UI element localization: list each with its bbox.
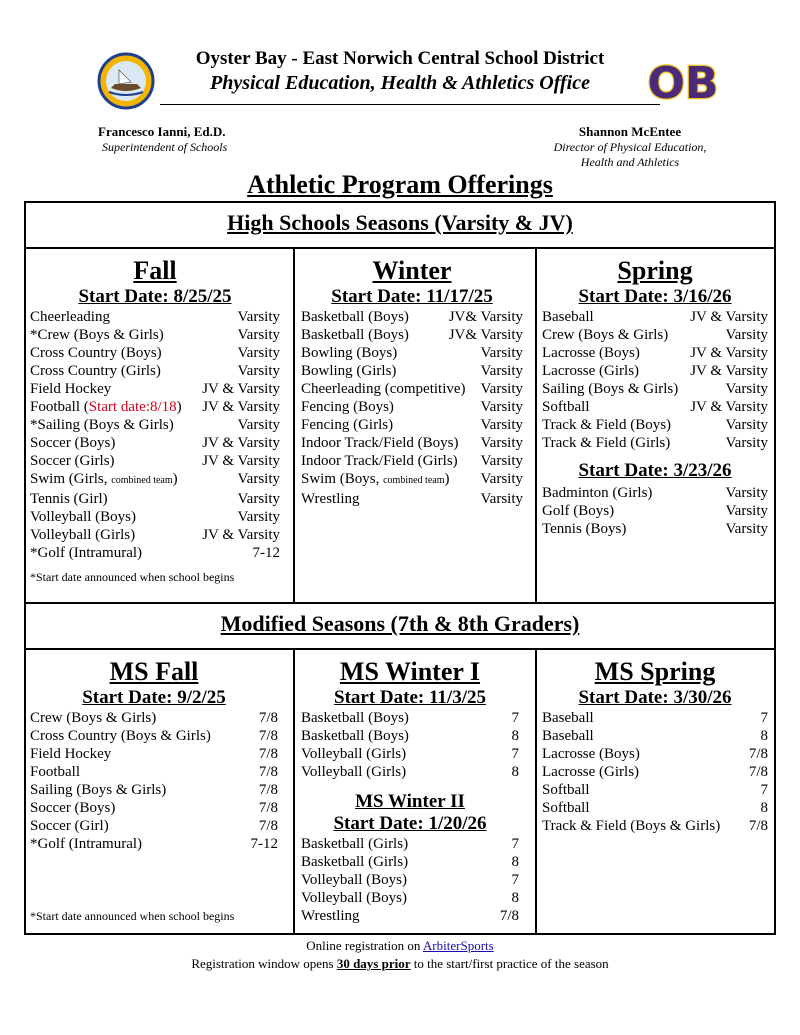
sport-level: Varsity (237, 327, 280, 343)
sport-row (301, 853, 519, 871)
sport-name: Basketball (Boys) (301, 728, 409, 744)
swim-team-note: combined team (383, 475, 445, 486)
sport-level: JV & Varsity (202, 527, 280, 543)
sport-level: Varsity (237, 509, 280, 525)
start-date: Start Date: 3/30/26 (578, 687, 732, 708)
sport-name: Soccer (Girls) (30, 453, 115, 469)
sport-row (301, 326, 523, 344)
sport-row (542, 727, 768, 745)
sport-name: Baseball (542, 710, 594, 726)
superintendent-block (98, 124, 227, 155)
sport-name: Basketball (Girls) (301, 854, 409, 870)
sport-name-wrap (301, 470, 449, 490)
sport-name: Cheerleading (competitive) (301, 381, 466, 397)
sport-name: Tennis (Boys) (542, 521, 627, 537)
sport-row (542, 709, 768, 727)
sport-list (301, 308, 523, 508)
sport-row (30, 380, 280, 398)
season-title: MS Spring (594, 657, 716, 686)
sport-name: Lacrosse (Boys) (542, 345, 640, 361)
district-name: Oyster Bay - East Norwich Central School District (195, 48, 605, 69)
sport-level: Varsity (725, 521, 768, 537)
sport-row (301, 398, 523, 416)
sport-row (30, 526, 280, 544)
sport-name: Volleyball (Girls) (30, 527, 136, 543)
sport-list (542, 308, 768, 452)
sport-level: JV & Varsity (202, 381, 280, 397)
sport-level: JV & Varsity (690, 399, 768, 415)
superintendent-name: Francesco Ianni, Ed.D. (98, 124, 226, 139)
sport-level: Varsity (237, 417, 280, 433)
sport-row (30, 763, 278, 781)
sport-name: Lacrosse (Girls) (542, 363, 640, 379)
sport-name: *Sailing (Boys & Girls) (30, 417, 174, 433)
modified-heading: Modified Seasons (7th & 8th Graders) (220, 611, 580, 636)
sport-level: Varsity (725, 485, 768, 501)
sport-row (301, 727, 519, 745)
sport-level: Varsity (237, 345, 280, 361)
sport-row (301, 745, 519, 763)
sport-row (542, 308, 768, 326)
sport-name: Lacrosse (Boys) (542, 746, 640, 762)
sport-row (301, 434, 523, 452)
sport-row (30, 544, 280, 562)
divider-hs-top (24, 247, 776, 249)
sport-level: 7/8 (258, 710, 278, 726)
sport-level: JV & Varsity (202, 435, 280, 451)
sport-row (30, 799, 278, 817)
start-date: Start Date: 11/3/25 (334, 687, 486, 708)
sport-level: 7 (511, 872, 519, 888)
ob-logo-text: OB (647, 58, 719, 109)
column-divider (293, 248, 295, 602)
sport-name: Track & Field (Boys & Girls) (542, 818, 721, 834)
sport-row (30, 416, 280, 434)
high-school-heading: High Schools Seasons (Varsity & JV) (227, 210, 573, 235)
sport-name: Soccer (Boys) (30, 800, 116, 816)
sport-name: Cheerleading (30, 309, 110, 325)
start-date: Start Date: 8/25/25 (78, 286, 232, 307)
sport-row (542, 434, 768, 452)
sport-level: 7/8 (258, 800, 278, 816)
sport-level: 7 (511, 746, 519, 762)
sport-level: JV & Varsity (690, 309, 768, 325)
sport-level: Varsity (480, 417, 523, 433)
sport-row (542, 416, 768, 434)
sport-name: Baseball (542, 309, 594, 325)
football-start-note: Start date:8/18 (88, 399, 177, 415)
column-divider (535, 248, 537, 602)
sport-list-second (542, 484, 768, 538)
season-title: MS Winter I (339, 657, 481, 686)
sport-level: Varsity (725, 503, 768, 519)
sport-row (30, 362, 280, 380)
sport-name: Golf (Boys) (542, 503, 615, 519)
sport-name: Swim (Girls, (30, 471, 112, 487)
sport-level: Varsity (480, 363, 523, 379)
season-subtitle: MS Winter II (355, 791, 465, 812)
sport-name: Field Hockey (30, 381, 112, 397)
sport-name: Crew (Boys & Girls) (30, 710, 157, 726)
divider-modified-bottom (24, 648, 776, 650)
sport-level: Varsity (480, 453, 523, 469)
sport-level: 7/8 (748, 746, 768, 762)
sport-name: Basketball (Boys) (301, 710, 409, 726)
sport-row (542, 380, 768, 398)
sport-level: Varsity (237, 491, 280, 507)
sport-name: *Golf (Intramural) (30, 545, 143, 561)
hs-fall-column (30, 256, 280, 585)
sport-name: Lacrosse (Girls) (542, 764, 640, 780)
sport-level: 7/8 (748, 764, 768, 780)
sport-list (301, 835, 519, 925)
start-date: Start Date: 11/17/25 (331, 286, 493, 307)
ob-logo (647, 50, 719, 110)
sport-row (301, 889, 519, 907)
superintendent-title: Superintendent of Schools (102, 140, 228, 154)
sport-level: Varsity (480, 471, 523, 487)
footer-registration-line (0, 938, 800, 954)
start-date: Start Date: 1/20/26 (333, 813, 487, 834)
sport-row (30, 745, 278, 763)
column-divider (535, 649, 537, 934)
sport-row (542, 398, 768, 416)
sport-level: 7 (511, 836, 519, 852)
director-block (520, 124, 740, 170)
sport-name: Volleyball (Girls) (301, 764, 407, 780)
sport-name: Swim (Boys, (301, 471, 384, 487)
sport-level: Varsity (480, 491, 523, 507)
sport-row (542, 502, 768, 520)
sport-name: Volleyball (Boys) (301, 872, 407, 888)
swim-team-note: combined team (111, 475, 173, 486)
sport-name: Softball (542, 800, 590, 816)
sport-name: *Golf (Intramural) (30, 836, 143, 852)
sport-name-wrap (30, 398, 182, 416)
sport-name: Track & Field (Boys) (542, 417, 672, 433)
ms-fall-column (30, 657, 278, 853)
sport-level: 8 (760, 728, 768, 744)
footer-text: to the start/first practice of the season (410, 956, 609, 971)
sport-name: Cross Country (Boys) (30, 345, 162, 361)
sport-name: Fencing (Girls) (301, 417, 394, 433)
sport-level: 7 (760, 782, 768, 798)
sport-name: Volleyball (Boys) (301, 890, 407, 906)
sport-row (30, 508, 280, 526)
start-date-second: Start Date: 3/23/26 (578, 460, 732, 481)
sport-row (542, 520, 768, 538)
sport-name: Cross Country (Girls) (30, 363, 161, 379)
sport-name-wrap (30, 470, 178, 490)
sport-row (301, 344, 523, 362)
sport-level: JV & Varsity (202, 399, 280, 415)
sport-row (542, 344, 768, 362)
sport-list (30, 308, 280, 562)
sport-row (301, 308, 523, 326)
ms-spring-column (542, 657, 768, 835)
sport-level: 8 (511, 764, 519, 780)
sport-level: 7/8 (258, 746, 278, 762)
sport-level: Varsity (237, 309, 280, 325)
director-title-line1: Director of Physical Education, (553, 140, 707, 154)
sport-row (301, 470, 523, 490)
footer-text: Online registration on (306, 938, 423, 953)
sport-level: Varsity (237, 471, 280, 487)
sport-name: Crew (Boys & Girls) (542, 327, 669, 343)
sport-row (301, 362, 523, 380)
sport-level: 7/8 (748, 818, 768, 834)
sport-row (30, 470, 280, 490)
footer-emphasis: 30 days prior (336, 956, 411, 971)
director-name: Shannon McEntee (578, 124, 682, 139)
footer-window-line (0, 956, 800, 972)
sport-name: Badminton (Girls) (542, 485, 653, 501)
sport-level: Varsity (480, 345, 523, 361)
sport-list (301, 709, 519, 781)
season-title: Fall (133, 256, 177, 285)
sport-name: Track & Field (Girls) (542, 435, 671, 451)
header-rule (160, 104, 660, 105)
sport-level: 7/8 (258, 764, 278, 780)
sport-name: Football ( (30, 399, 89, 415)
sport-name: Baseball (542, 728, 594, 744)
divider-modified-top (24, 602, 776, 604)
sport-level: Varsity (725, 435, 768, 451)
sport-row (30, 326, 280, 344)
sport-level: Varsity (725, 327, 768, 343)
sport-name: Soccer (Girl) (30, 818, 109, 834)
sport-level: 7/8 (258, 818, 278, 834)
sport-name: Volleyball (Boys) (30, 509, 136, 525)
sport-list (30, 709, 278, 853)
sport-level: 7/8 (258, 782, 278, 798)
footer-text: Registration window opens (191, 956, 337, 971)
season-title: Spring (617, 256, 693, 285)
page-title: Athletic Program Offerings (247, 170, 553, 199)
sport-name: Sailing (Boys & Girls) (30, 782, 167, 798)
start-note: *Start date announced when school begins (30, 570, 235, 584)
sport-name: Volleyball (Girls) (301, 746, 407, 762)
sport-row (542, 484, 768, 502)
ms-start-note: *Start date announced when school begins (30, 909, 235, 923)
sport-name: Wrestling (301, 491, 360, 507)
sport-name: Indoor Track/Field (Boys) (301, 435, 459, 451)
hs-winter-column (301, 256, 523, 508)
sport-row (30, 452, 280, 470)
sport-row (301, 835, 519, 853)
sport-list (542, 709, 768, 835)
sport-row (542, 362, 768, 380)
sport-level: JV& Varsity (448, 309, 523, 325)
sport-name: Basketball (Girls) (301, 836, 409, 852)
sport-level: Varsity (725, 381, 768, 397)
sport-name: Softball (542, 399, 590, 415)
sport-name: Softball (542, 782, 590, 798)
sport-row (301, 490, 523, 508)
office-name: Physical Education, Health & Athletics Office (210, 72, 590, 94)
sport-name: Sailing (Boys & Girls) (542, 381, 679, 397)
ms-winter-column (301, 657, 519, 925)
sport-level: 7/8 (258, 728, 278, 744)
sport-row (542, 799, 768, 817)
sport-name: Cross Country (Boys & Girls) (30, 728, 211, 744)
sport-level: 7-12 (252, 545, 280, 561)
paren-close: ) (172, 471, 178, 487)
sport-row (542, 763, 768, 781)
sport-row (301, 709, 519, 727)
sport-row (301, 907, 519, 925)
sport-row (30, 727, 278, 745)
sport-row (30, 490, 280, 508)
paren-close: ) (444, 471, 450, 487)
sport-level: 7 (760, 710, 768, 726)
sport-name: Bowling (Girls) (301, 363, 397, 379)
sport-name: Basketball (Boys) (301, 309, 409, 325)
sport-name: Fencing (Boys) (301, 399, 394, 415)
season-title: MS Fall (109, 657, 199, 686)
paren-close: ) (176, 399, 182, 415)
sport-row (30, 344, 280, 362)
sport-row (30, 835, 278, 853)
hs-spring-column (542, 256, 768, 538)
sport-level: 8 (511, 890, 519, 906)
sport-row (30, 709, 278, 727)
sport-level: 8 (511, 728, 519, 744)
sport-row (301, 871, 519, 889)
sport-name: *Crew (Boys & Girls) (30, 327, 164, 343)
sport-level: JV & Varsity (202, 453, 280, 469)
season-title: Winter (372, 256, 452, 285)
sport-row (542, 745, 768, 763)
sport-row (30, 817, 278, 835)
sport-row (542, 781, 768, 799)
column-divider (293, 649, 295, 934)
sport-row (301, 380, 523, 398)
sport-name: Tennis (Girl) (30, 491, 108, 507)
sport-name: Indoor Track/Field (Girls) (301, 453, 458, 469)
sport-name: Field Hockey (30, 746, 112, 762)
sport-level: 7 (511, 710, 519, 726)
sport-row (301, 763, 519, 781)
sport-level: Varsity (237, 363, 280, 379)
sport-level: Varsity (480, 399, 523, 415)
sport-level: 8 (511, 854, 519, 870)
sport-row (301, 452, 523, 470)
sport-level: 7/8 (499, 908, 519, 924)
arbitersports-link[interactable]: ArbiterSports (422, 938, 494, 953)
sport-name: Soccer (Boys) (30, 435, 116, 451)
sport-level: Varsity (480, 435, 523, 451)
director-title-line2: Health and Athletics (580, 155, 680, 169)
sport-name: Football (30, 764, 81, 780)
sport-level: JV & Varsity (690, 345, 768, 361)
sport-name: Wrestling (301, 908, 360, 924)
sport-row (542, 817, 768, 835)
start-date: Start Date: 3/16/26 (578, 286, 732, 307)
sport-row (30, 398, 280, 416)
sport-level: JV& Varsity (448, 327, 523, 343)
sport-level: Varsity (480, 381, 523, 397)
sport-level: JV & Varsity (690, 363, 768, 379)
sport-row (542, 326, 768, 344)
sport-name: Bowling (Boys) (301, 345, 398, 361)
sport-row (30, 434, 280, 452)
sport-row (30, 781, 278, 799)
sport-row (301, 416, 523, 434)
sport-level: Varsity (725, 417, 768, 433)
sport-name: Basketball (Boys) (301, 327, 409, 343)
sport-level: 8 (760, 800, 768, 816)
start-date: Start Date: 9/2/25 (82, 687, 226, 708)
sport-row (30, 308, 280, 326)
sport-level: 7-12 (250, 836, 278, 852)
